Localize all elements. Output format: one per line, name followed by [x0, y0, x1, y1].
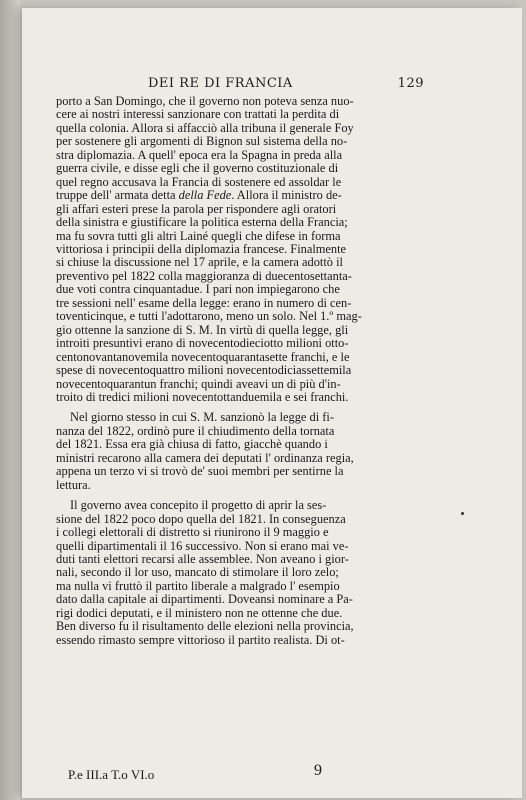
- text-line: sione del 1822 poco dopo quella del 1821. In conseguenza: [56, 511, 346, 526]
- text-line: cere ai nostri interessi sanzionare con trattati la perdita di: [56, 107, 340, 122]
- text-line: quelli dipartimentali il 16 successivo. Non si erano mai ve-: [56, 538, 349, 553]
- text-line: si chiuse la discussione nel 17 aprile, e la camera adottò il: [56, 255, 343, 270]
- text-line: Ben diverso fu il risultamento delle elezioni nella provincia,: [56, 619, 354, 634]
- text-line: tre sessioni nell' esame della legge: erano in numero di cen-: [56, 295, 352, 310]
- page-gutter: [0, 0, 20, 800]
- text-line: nali, secondo il lor uso, mancato di stimolare il loro zelo;: [56, 565, 339, 580]
- text-line: Il governo avea concepito il progetto di aprir la ses-: [70, 498, 327, 513]
- text-line: guerra civile, e disse egli che il governo costituzionale di: [56, 161, 339, 176]
- text-line: nanza del 1822, ordinò pure il chiudimento della tornata: [56, 423, 335, 438]
- paragraph-3: [56, 499, 388, 647]
- header-title: DEI RE DI FRANCIA: [148, 76, 293, 91]
- text-line: i collegi elettorali di distretto si riunirono il 9 maggio e: [56, 525, 329, 540]
- text-line: duti tanti elettori recarsi alle assemblee. Non aveano i gior-: [56, 551, 349, 566]
- text-line: Nel giorno stesso in cui S. M. sanzionò la legge di fi-: [70, 410, 334, 425]
- text-line: ma fu sovra tutti gli altri Lainé quegli che difese in forma: [56, 228, 341, 243]
- text-line: spese di novecentoquattro milioni novecentodiciassettemila: [56, 363, 352, 378]
- text-line: quel regno accusava la Francia di sostenere ed assoldar le: [56, 174, 342, 189]
- text-line: preventivo pel 1822 colla maggioranza di duecentosettanta-: [56, 268, 352, 283]
- text-line: rigi dodici deputati, e il ministero non ne ottenne che due.: [56, 605, 343, 620]
- text-line: essendo rimasto sempre vittorioso il partito realista. Di ot-: [56, 632, 345, 647]
- text-line: gli affari esteri prese la parola per rispondere agli oratori: [56, 201, 337, 216]
- text-line: della sinistra e giustificare la politica esterna della Francia;: [56, 215, 348, 230]
- text-line: quella colonia. Allora si affacciò alla tribuna il generale Foy: [56, 120, 354, 135]
- text-line: toventicinque, e tutti l'adottarono, meno un solo. Nel 1.º mag-: [56, 309, 362, 324]
- text-line: due voti contra cinquantadue. I pari non impiegarono che: [56, 282, 340, 297]
- italic-phrase: della Fede: [178, 188, 232, 203]
- text-line: ma nulla vi fruttò il partito liberale a malgrado l' esempio: [56, 578, 340, 593]
- paragraph-1: [56, 95, 388, 404]
- ink-speck: [461, 512, 464, 515]
- text-line: centonovantanovemila novecentoquarantasette franchi, e le: [56, 349, 350, 364]
- paragraph-2: [56, 411, 388, 492]
- text-line: gio ottenne la sanzione di S. M. In virtù di quella legge, gli: [56, 322, 349, 337]
- text-line: lettura.: [56, 477, 91, 492]
- body-text: [56, 95, 388, 647]
- signature-mark: P.e III.a T.o VI.o: [68, 767, 155, 782]
- text-line: ministri recarono alla camera dei deputati l' ordinanza regia,: [56, 450, 354, 465]
- text-line: stra diplomazia. A quell' epoca era la Spagna in preda alla: [56, 147, 343, 162]
- text-line: appena un terzo vi si trovò de' suoi membri per sentirne la: [56, 464, 344, 479]
- text-line: troito di tredici milioni novecentottanduemila e sei franchi.: [56, 389, 349, 404]
- text-line: per sostenere gli argomenti di Bignon sul sistema della no-: [56, 134, 348, 149]
- text-line: porto a San Domingo, che il governo non poteva senza nuo-: [56, 94, 354, 108]
- text-line: introiti presuntivi erano di novecentodieciotto milioni otto-: [56, 336, 349, 351]
- sheet-number: 9: [314, 762, 322, 779]
- text-line: vittoriosa i principii della diplomazia francese. Finalmente: [56, 241, 347, 256]
- page-number: 129: [397, 76, 424, 91]
- text-line: truppe dell' armata detta della Fede. Allora il ministro de-: [56, 188, 342, 203]
- text-line: dato dalla capitale ai dipartimenti. Doveansi nominare a Pa-: [56, 592, 353, 607]
- text-line: del 1821. Essa era già chiusa di fatto, giacchè quando i: [56, 437, 328, 452]
- text-line: novecentoquarantun franchi; quindi aveavi un di più d'in-: [56, 376, 341, 391]
